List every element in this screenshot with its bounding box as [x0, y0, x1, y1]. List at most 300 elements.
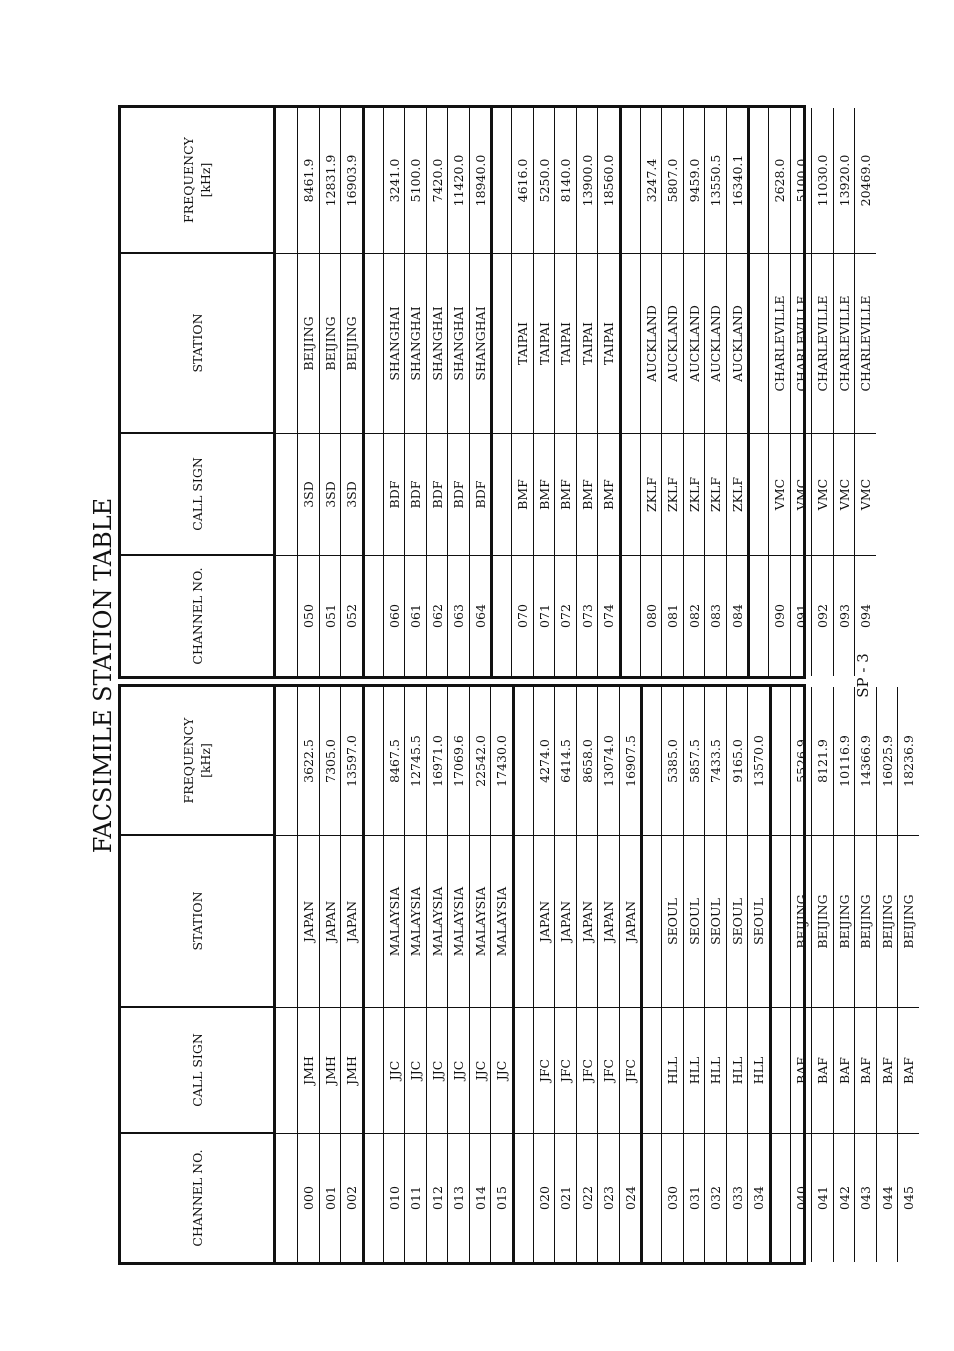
table-row [576, 687, 598, 1262]
station-cell: TAIPAI [512, 254, 533, 434]
table-row [833, 687, 855, 1262]
frequency-cell: 16971.0 [427, 687, 448, 836]
channel-cell: 022 [579, 1186, 595, 1210]
blank-cell [365, 1134, 383, 1262]
call-sign-cell: BDF [405, 434, 426, 556]
channel-cell: 010 [386, 1186, 402, 1210]
frequency-cell: 5857.5 [684, 687, 705, 836]
frequency-cell: 7420.0 [427, 108, 448, 254]
channel-cell: 024 [622, 1186, 638, 1210]
table-row [661, 687, 683, 1262]
channel-cell: 073 [579, 604, 595, 628]
frequency-cell: 16907.5 [620, 687, 641, 836]
blank-row [769, 687, 790, 1262]
channel-cell: 093 [836, 604, 852, 628]
blank-cell [493, 254, 511, 434]
frequency-cell: 6414.5 [555, 687, 576, 836]
table-row [340, 108, 362, 676]
station-cell: BEIJING [855, 836, 876, 1008]
channel-cell: 002 [344, 1186, 359, 1210]
table-row [297, 687, 319, 1262]
call-sign-cell: HLL [705, 1008, 726, 1134]
channel-cell: 062 [429, 604, 445, 628]
call-sign-cell: BMF [598, 434, 619, 556]
frequency-cell: 8467.5 [384, 687, 405, 836]
table-row [619, 687, 641, 1262]
table-row [426, 108, 448, 676]
blank-cell [643, 1008, 661, 1134]
channel-cell: 063 [451, 604, 466, 628]
table-row [876, 687, 898, 1262]
call-sign-cell: VMC [769, 434, 790, 556]
frequency-cell: 13920.0 [834, 108, 855, 254]
station-cell: BEIJING [877, 836, 898, 1008]
frequency-cell: 3247.4 [641, 108, 662, 254]
call-sign-cell: HLL [684, 1008, 705, 1134]
frequency-cell: 2628.0 [769, 108, 790, 254]
station-cell: SHANGHAI [470, 254, 491, 434]
table-row [704, 687, 726, 1262]
table-row [790, 687, 812, 1262]
station-cell: SEOUL [662, 836, 683, 1008]
channel-cell: 030 [665, 1186, 680, 1210]
channel-cell: 011 [408, 1186, 423, 1210]
call-sign-cell: ZKLF [684, 434, 705, 556]
channel-cell: 074 [601, 604, 616, 628]
blank-cell [365, 108, 383, 254]
station-cell: CHARLEVILLE [791, 254, 812, 434]
channel-cell: 081 [665, 604, 680, 628]
blank-cell [493, 108, 511, 254]
call-sign-cell: ZKLF [662, 434, 683, 556]
channel-cell: 094 [858, 604, 873, 628]
blank-cell [622, 254, 640, 434]
station-cell: BEIJING [298, 254, 319, 434]
frequency-cell: 7433.5 [705, 687, 726, 836]
table-row [469, 108, 491, 676]
frequency-cell: 13900.0 [577, 108, 598, 254]
blank-row [619, 108, 640, 676]
blank-cell [276, 108, 297, 254]
call-sign-cell: JMH [298, 1008, 319, 1134]
header-frequency-unit: [kHz] [198, 743, 213, 778]
blank-row [640, 687, 661, 1262]
station-cell: BEIJING [834, 836, 855, 1008]
station-cell: CHARLEVILLE [769, 254, 790, 434]
blank-cell [365, 434, 383, 556]
call-sign-cell: VMC [855, 434, 876, 556]
header-call-sign: CALL SIGN [121, 1008, 273, 1134]
table-row [897, 687, 919, 1262]
channel-cell: 090 [772, 604, 787, 628]
table-row [554, 687, 576, 1262]
table-row [383, 108, 405, 676]
blank-cell [622, 108, 640, 254]
blank-cell [276, 836, 297, 1008]
frequency-cell: 13074.0 [598, 687, 619, 836]
call-sign-cell: 3SD [298, 434, 319, 556]
table-row [533, 687, 555, 1262]
call-sign-cell: VMC [812, 434, 833, 556]
station-cell: SHANGHAI [384, 254, 405, 434]
header-frequency [121, 108, 273, 254]
page-number: SP - 3 [854, 653, 872, 698]
blank-cell [772, 836, 790, 1008]
frequency-cell: 22542.0 [470, 687, 491, 836]
station-cell: AUCKLAND [641, 254, 662, 434]
call-sign-cell: ZKLF [705, 434, 726, 556]
channel-cell: 080 [643, 604, 659, 628]
blank-cell [276, 434, 297, 556]
call-sign-cell: BAF [877, 1008, 898, 1134]
blank-row [490, 108, 511, 676]
table-header [121, 687, 276, 1262]
table-row [811, 108, 833, 676]
station-cell: SHANGHAI [448, 254, 469, 434]
frequency-cell: 11030.0 [812, 108, 833, 254]
table-row [683, 687, 705, 1262]
call-sign-cell: VMC [791, 434, 812, 556]
channel-cell: 051 [322, 604, 338, 628]
table-row [811, 687, 833, 1262]
blank-row [276, 108, 297, 676]
table-body [276, 108, 876, 676]
frequency-cell: 16903.9 [341, 108, 362, 254]
blank-cell [276, 254, 297, 434]
frequency-cell: 4616.0 [512, 108, 533, 254]
station-cell: JAPAN [534, 836, 555, 1008]
station-cell: SEOUL [684, 836, 705, 1008]
call-sign-cell: BAF [791, 1008, 812, 1134]
blank-row [512, 687, 533, 1262]
table-row [640, 108, 662, 676]
call-sign-cell: BDF [448, 434, 469, 556]
blank-cell [772, 1008, 790, 1134]
station-cell: BEIJING [791, 836, 812, 1008]
station-cell: MALAYSIA [448, 836, 469, 1008]
frequency-cell: 3622.5 [298, 687, 319, 836]
blank-cell [276, 1134, 297, 1262]
call-sign-cell: HLL [727, 1008, 748, 1134]
channel-cell: 042 [836, 1186, 852, 1210]
station-cell: TAIPAI [555, 254, 576, 434]
station-cell: MALAYSIA [384, 836, 405, 1008]
table-header [121, 108, 276, 676]
blank-row [747, 108, 768, 676]
table-row [340, 687, 362, 1262]
channel-cell: 020 [536, 1186, 552, 1210]
call-sign-cell: BAF [812, 1008, 833, 1134]
frequency-cell: 9459.0 [684, 108, 705, 254]
frequency-cell: 13570.0 [748, 687, 769, 836]
table-row [683, 108, 705, 676]
table-row [597, 108, 619, 676]
station-cell: JAPAN [598, 836, 619, 1008]
blank-cell [276, 1008, 297, 1134]
station-cell: MALAYSIA [470, 836, 491, 1008]
table-row [704, 108, 726, 676]
channel-cell: 071 [536, 604, 552, 628]
channel-cell: 040 [793, 1186, 809, 1210]
frequency-cell: 14366.9 [855, 687, 876, 836]
channel-cell: 072 [558, 604, 573, 628]
table-row [726, 687, 748, 1262]
frequency-cell: 20469.0 [855, 108, 876, 254]
table-row [319, 108, 341, 676]
blank-cell [515, 1134, 533, 1262]
channel-cell: 032 [708, 1186, 723, 1210]
table-row [554, 108, 576, 676]
call-sign-cell: BAF [834, 1008, 855, 1134]
table-row [533, 108, 555, 676]
call-sign-cell: JFC [620, 1008, 641, 1134]
frequency-cell: 16025.9 [877, 687, 898, 836]
header-call-sign: CALL SIGN [121, 434, 273, 556]
blank-cell [365, 254, 383, 434]
call-sign-cell: 3SD [341, 434, 362, 556]
call-sign-cell: BMF [512, 434, 533, 556]
table-row [404, 108, 426, 676]
channel-cell: 015 [494, 1186, 509, 1210]
channel-cell: 014 [472, 1186, 488, 1210]
channel-cell: 021 [558, 1186, 573, 1210]
channel-cell: 013 [451, 1186, 466, 1210]
call-sign-cell: JMH [320, 1008, 341, 1134]
frequency-cell: 16340.1 [727, 108, 748, 254]
call-sign-cell: JFC [534, 1008, 555, 1134]
table-row [490, 687, 512, 1262]
channel-cell: 083 [708, 604, 723, 628]
station-cell: AUCKLAND [684, 254, 705, 434]
blank-cell [643, 687, 661, 836]
call-sign-cell: JFC [555, 1008, 576, 1134]
call-sign-cell: BAF [855, 1008, 876, 1134]
blank-cell [643, 836, 661, 1008]
station-cell: BEIJING [898, 836, 919, 1008]
blank-cell [493, 434, 511, 556]
header-frequency-label: FREQUENCY [181, 717, 196, 804]
blank-cell [643, 1134, 661, 1262]
channel-cell: 041 [815, 1186, 830, 1210]
channel-cell: 061 [408, 604, 423, 628]
frequency-cell: 8121.9 [812, 687, 833, 836]
table-row [597, 687, 619, 1262]
blank-cell [365, 836, 383, 1008]
station-cell: BEIJING [320, 254, 341, 434]
frequency-cell: 8658.0 [577, 687, 598, 836]
blank-cell [515, 1008, 533, 1134]
blank-cell [276, 556, 297, 676]
call-sign-cell: JFC [577, 1008, 598, 1134]
blank-cell [750, 434, 768, 556]
channel-cell: 052 [344, 604, 359, 628]
station-cell: CHARLEVILLE [834, 254, 855, 434]
frequency-cell: 12745.5 [405, 687, 426, 836]
blank-cell [772, 687, 790, 836]
station-cell: MALAYSIA [491, 836, 512, 1008]
station-cell: CHARLEVILLE [855, 254, 876, 434]
channel-cell: 012 [429, 1186, 445, 1210]
frequency-cell: 18940.0 [470, 108, 491, 254]
frequency-cell: 5100.0 [791, 108, 812, 254]
call-sign-cell: ZKLF [727, 434, 748, 556]
station-cell: AUCKLAND [727, 254, 748, 434]
call-sign-cell: BMF [577, 434, 598, 556]
blank-cell [622, 556, 640, 676]
call-sign-cell: JJC [470, 1008, 491, 1134]
call-sign-cell: BAF [898, 1008, 919, 1134]
station-cell: SEOUL [748, 836, 769, 1008]
table-row [790, 108, 812, 676]
channel-cell: 050 [301, 604, 316, 628]
table-row [576, 108, 598, 676]
table-body [276, 687, 919, 1262]
table-row [768, 108, 790, 676]
station-cell: JAPAN [620, 836, 641, 1008]
frequency-cell: 5100.0 [405, 108, 426, 254]
station-cell: SHANGHAI [405, 254, 426, 434]
table-row [747, 687, 769, 1262]
table-row [447, 687, 469, 1262]
blank-row [362, 687, 383, 1262]
call-sign-cell: JFC [598, 1008, 619, 1134]
channel-cell: 031 [686, 1186, 702, 1210]
station-cell: SEOUL [705, 836, 726, 1008]
blank-cell [515, 836, 533, 1008]
channel-cell: 043 [858, 1186, 873, 1210]
table-row [426, 687, 448, 1262]
blank-cell [365, 556, 383, 676]
channel-cell: 034 [751, 1186, 766, 1210]
blank-cell [365, 1008, 383, 1134]
frequency-cell: 13550.5 [705, 108, 726, 254]
station-cell: JAPAN [320, 836, 341, 1008]
blank-cell [772, 1134, 790, 1262]
call-sign-cell: JJC [384, 1008, 405, 1134]
station-cell: TAIPAI [534, 254, 555, 434]
blank-cell [276, 687, 297, 836]
frequency-cell: 3241.0 [384, 108, 405, 254]
station-cell: JAPAN [555, 836, 576, 1008]
call-sign-cell: BDF [384, 434, 405, 556]
call-sign-cell: ZKLF [641, 434, 662, 556]
station-cell: SEOUL [727, 836, 748, 1008]
blank-cell [750, 108, 768, 254]
station-cell: BEIJING [812, 836, 833, 1008]
station-cell: AUCKLAND [705, 254, 726, 434]
header-frequency [121, 687, 273, 836]
channel-cell: 084 [729, 604, 745, 628]
frequency-cell: 4274.0 [534, 687, 555, 836]
blank-cell [750, 556, 768, 676]
frequency-cell: 17430.0 [491, 687, 512, 836]
call-sign-cell: JJC [491, 1008, 512, 1134]
channel-cell: 082 [686, 604, 702, 628]
frequency-cell: 5807.0 [662, 108, 683, 254]
frequency-cell: 17069.6 [448, 687, 469, 836]
channel-cell: 060 [386, 604, 402, 628]
station-cell: AUCKLAND [662, 254, 683, 434]
channel-cell: 023 [601, 1186, 616, 1210]
header-frequency-unit: [kHz] [198, 162, 213, 198]
station-cell: JAPAN [341, 836, 362, 1008]
channel-cell: 070 [515, 604, 530, 628]
station-cell: MALAYSIA [405, 836, 426, 1008]
blank-cell [493, 556, 511, 676]
blank-row [362, 108, 383, 676]
blank-row [276, 687, 297, 1262]
table-row [297, 108, 319, 676]
table-row [511, 108, 533, 676]
blank-cell [750, 254, 768, 434]
blank-cell [622, 434, 640, 556]
station-cell: MALAYSIA [427, 836, 448, 1008]
call-sign-cell: BDF [470, 434, 491, 556]
station-cell: TAIPAI [598, 254, 619, 434]
table-row [661, 108, 683, 676]
frequency-cell: 7305.0 [320, 687, 341, 836]
table-row [383, 687, 405, 1262]
frequency-cell: 18560.0 [598, 108, 619, 254]
call-sign-cell: BDF [427, 434, 448, 556]
call-sign-cell: VMC [834, 434, 855, 556]
channel-cell: 064 [472, 604, 488, 628]
blank-cell [515, 687, 533, 836]
frequency-cell: 8140.0 [555, 108, 576, 254]
call-sign-cell: HLL [748, 1008, 769, 1134]
frequency-cell: 9165.0 [727, 687, 748, 836]
header-channel: CHANNEL NO. [189, 567, 205, 665]
table-row [833, 108, 855, 676]
frequency-cell: 5250.0 [534, 108, 555, 254]
header-station: STATION [121, 836, 273, 1008]
frequency-cell: 8461.9 [298, 108, 319, 254]
station-cell: BEIJING [341, 254, 362, 434]
frequency-cell: 10116.9 [834, 687, 855, 836]
table-row [404, 687, 426, 1262]
frequency-cell: 18236.9 [898, 687, 919, 836]
table-row [319, 687, 341, 1262]
channel-cell: 044 [879, 1186, 895, 1210]
call-sign-cell: JJC [405, 1008, 426, 1134]
blank-cell [365, 687, 383, 836]
call-sign-cell: BMF [534, 434, 555, 556]
table-row [726, 108, 748, 676]
call-sign-cell: HLL [662, 1008, 683, 1134]
header-channel: CHANNEL NO. [189, 1149, 205, 1247]
channel-cell: 045 [901, 1186, 916, 1210]
frequency-cell: 5526.9 [791, 687, 812, 836]
call-sign-cell: JJC [448, 1008, 469, 1134]
station-cell: SHANGHAI [427, 254, 448, 434]
table-row [447, 108, 469, 676]
channel-cell: 092 [815, 604, 830, 628]
station-cell: JAPAN [298, 836, 319, 1008]
station-table-left [118, 684, 916, 1265]
call-sign-cell: 3SD [320, 434, 341, 556]
header-station: STATION [121, 254, 273, 434]
call-sign-cell: BMF [555, 434, 576, 556]
station-cell: TAIPAI [577, 254, 598, 434]
call-sign-cell: JMH [341, 1008, 362, 1134]
channel-cell: 091 [793, 604, 809, 628]
call-sign-cell: JJC [427, 1008, 448, 1134]
channel-cell: 000 [301, 1186, 316, 1210]
frequency-cell: 5385.0 [662, 687, 683, 836]
table-row [469, 687, 491, 1262]
frequency-cell: 13597.0 [341, 687, 362, 836]
station-cell: CHARLEVILLE [812, 254, 833, 434]
